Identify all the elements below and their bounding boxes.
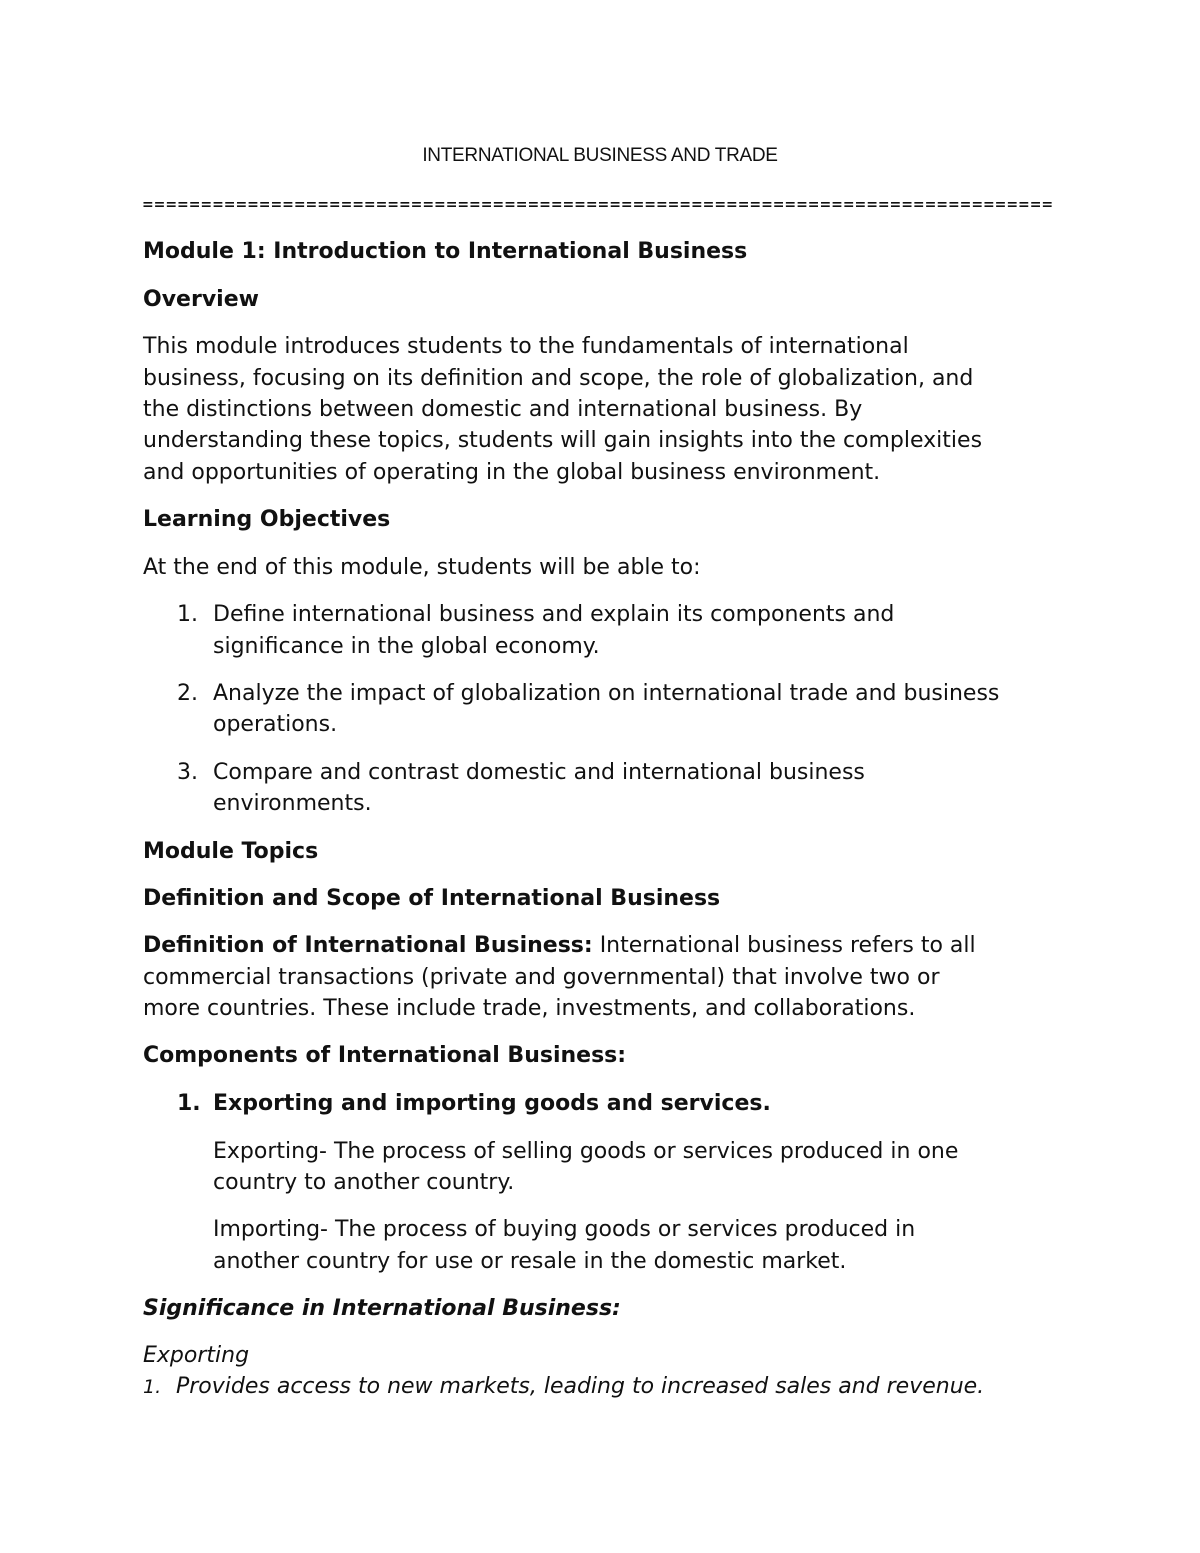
objective-number: 2. (177, 681, 198, 706)
objective-line: Define international business and explain its components and (213, 602, 895, 627)
overview-line: business, focusing on its definition and scope, the role of globalization, and (143, 366, 974, 391)
objectives-heading: Learning Objectives (143, 507, 391, 532)
significance-text: Provides access to new markets, leading to increased sales and revenue. (176, 1374, 985, 1399)
importing-line: Importing- The process of buying goods or services produced in (213, 1217, 916, 1242)
components-heading: Components of International Business: (143, 1043, 627, 1068)
overview-line: This module introduces students to the fundamentals of international (143, 334, 909, 359)
exporting-line: Exporting- The process of selling goods or services produced in one (213, 1139, 959, 1164)
exporting-subheading: Exporting (143, 1343, 250, 1368)
component-number: 1. (177, 1091, 201, 1116)
definition-line: commercial transactions (private and governmental) that involve two or (143, 965, 940, 990)
objective-line: significance in the global economy. (213, 634, 600, 659)
overview-line: and opportunities of operating in the global business environment. (143, 460, 881, 485)
scope-heading: Definition and Scope of International Business (143, 886, 721, 911)
objective-line: Analyze the impact of globalization on international trade and business (213, 681, 1000, 706)
definition-line: International business refers to all (592, 933, 976, 958)
definition-label: Definition of International Business: (143, 933, 593, 958)
objective-line: operations. (213, 712, 338, 737)
overview-line: the distinctions between domestic and international business. By (143, 397, 863, 422)
significance-number: 1. (143, 1376, 162, 1398)
importing-line: another country for use or resale in the domestic market. (213, 1249, 847, 1274)
overview-heading: Overview (143, 287, 259, 312)
objective-number: 1. (177, 602, 198, 627)
objective-line: Compare and contrast domestic and international business (213, 760, 865, 785)
module-heading: Module 1: Introduction to International Business (143, 239, 748, 264)
document-title: INTERNATIONAL BUSINESS AND TRADE (422, 145, 778, 166)
objectives-intro: At the end of this module, students will be able to: (143, 555, 701, 580)
topics-heading: Module Topics (143, 839, 319, 864)
separator-line: ============================================================================== (142, 197, 1054, 213)
overview-line: understanding these topics, students will gain insights into the complexities (143, 428, 983, 453)
definition-first-line (143, 930, 976, 962)
significance-heading: Significance in International Business: (143, 1296, 621, 1321)
objective-number: 3. (177, 760, 198, 785)
definition-line: more countries. These include trade, investments, and collaborations. (143, 996, 916, 1021)
objective-line: environments. (213, 791, 372, 816)
exporting-line: country to another country. (213, 1170, 515, 1195)
component-text: Exporting and importing goods and services. (213, 1091, 771, 1116)
